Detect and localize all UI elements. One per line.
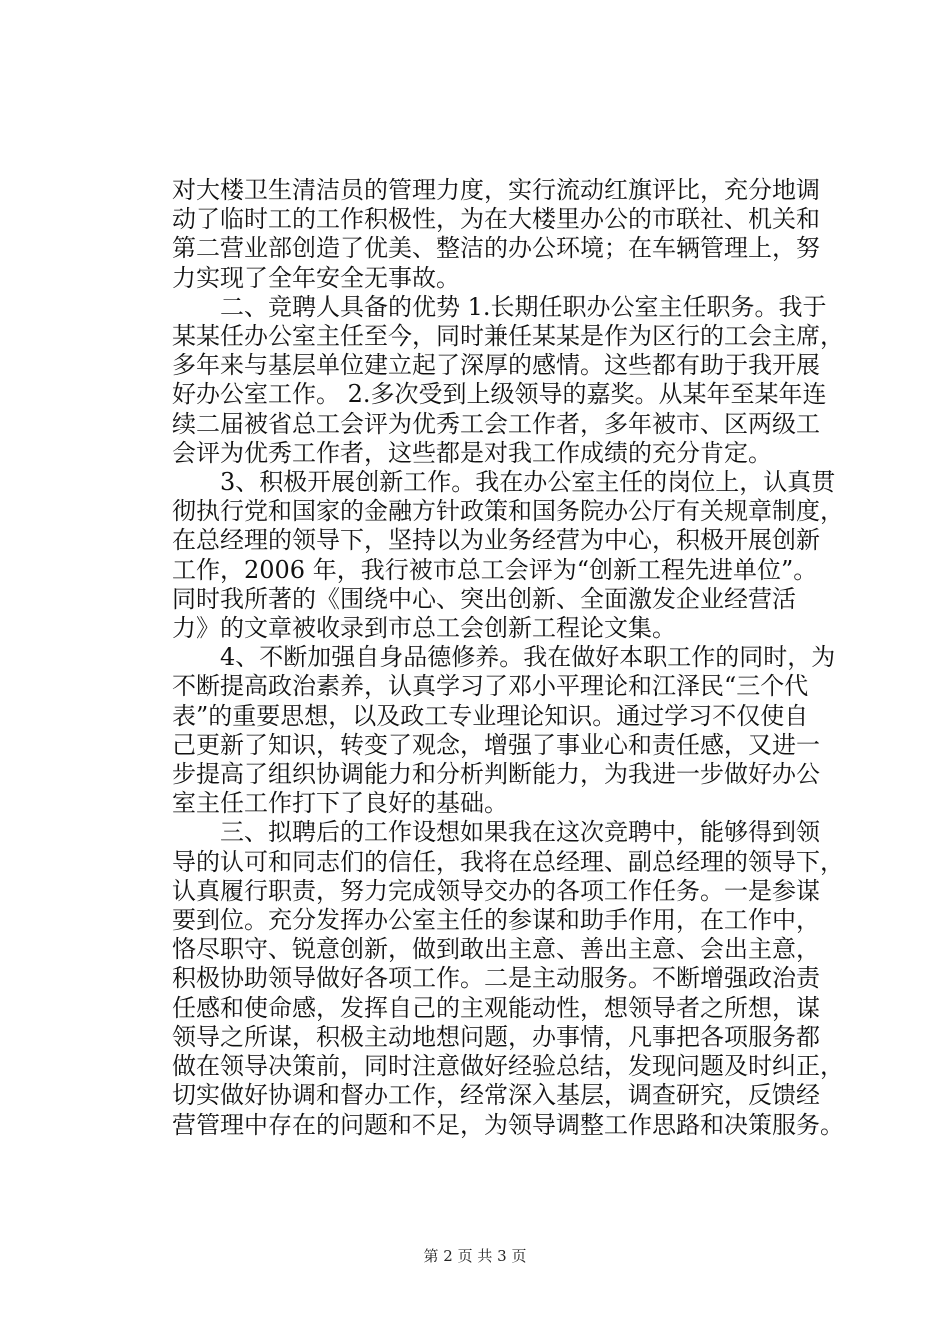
text-line: 表”的重要思想，以及政工专业理论知识。通过学习不仅使自	[172, 701, 809, 730]
document-body	[172, 176, 862, 1140]
text-line: 力实现了全年安全无事故。	[172, 263, 460, 292]
text-line: 步提高了组织协调能力和分析判断能力，为我进一步做好办公	[172, 760, 820, 789]
text-line: 对大楼卫生清洁员的管理力度，实行流动红旗评比，充分地调	[172, 176, 820, 204]
text-line: 多年来与基层单位建立起了深厚的感情。这些都有助于我开展	[172, 351, 820, 380]
text-line: 同时我所著的《围绕中心、突出创新、全面激发企业经营活	[172, 584, 796, 613]
text-line: 好办公室工作。 2.多次受到上级领导的嘉奖。从某年至某年连	[172, 380, 827, 409]
text-line: 任感和使命感，发挥自己的主观能动性，想领导者之所想，谋	[172, 993, 820, 1022]
text-line: 营管理中存在的问题和不足，为领导调整工作思路和决策服务。	[172, 1110, 844, 1139]
paragraph-lines	[172, 176, 862, 1140]
text-line: 恪尽职守、锐意创新，做到敢出主意、善出主意、会出主意，	[172, 935, 820, 964]
text-line: 第二营业部创造了优美、整洁的办公环境；在车辆管理上，努	[172, 234, 820, 263]
text-line: 室主任工作打下了良好的基础。	[172, 789, 508, 818]
text-line: 积极协助领导做好各项工作。二是主动服务。不断增强政治责	[172, 964, 820, 993]
text-line: 己更新了知识，转变了观念，增强了事业心和责任感，又进一	[172, 730, 820, 759]
text-line: 某某任办公室主任至今，同时兼任某某是作为区行的工会主席，	[172, 322, 844, 351]
text-line: 动了临时工的工作积极性，为在大楼里办公的市联社、机关和	[172, 205, 820, 234]
text-line: 切实做好协调和督办工作，经常深入基层，调查研究，反馈经	[172, 1081, 820, 1110]
text-line: 力》的文章被收录到市总工会创新工程论文集。	[172, 614, 676, 643]
text-line: 三、拟聘后的工作设想如果我在这次竞聘中，能够得到领	[172, 818, 820, 847]
text-line: 导的认可和同志们的信任，我将在总经理、副总经理的领导下，	[172, 847, 844, 876]
text-line: 续二届被省总工会评为优秀工会工作者，多年被市、区两级工	[172, 409, 820, 438]
text-line: 要到位。充分发挥办公室主任的参谋和助手作用，在工作中，	[172, 906, 820, 935]
text-line: 二、竞聘人具备的优势 1.长期任职办公室主任职务。我于	[172, 292, 827, 321]
text-line: 3、积极开展创新工作。我在办公室主任的岗位上，认真贯	[172, 468, 836, 497]
text-line: 做在领导决策前，同时注意做好经验总结，发现问题及时纠正，	[172, 1052, 844, 1081]
text-line: 在总经理的领导下，坚持以为业务经营为中心，积极开展创新	[172, 526, 820, 555]
text-line: 工作，2006 年，我行被市总工会评为“创新工程先进单位”。	[172, 555, 818, 584]
text-line: 4、不断加强自身品德修养。我在做好本职工作的同时，为	[172, 643, 836, 672]
text-line: 不断提高政治素养，认真学习了邓小平理论和江泽民“三个代	[172, 672, 809, 701]
text-line: 认真履行职责，努力完成领导交办的各项工作任务。一是参谋	[172, 876, 820, 905]
page-number-footer: 第 2 页 共 3 页	[423, 1247, 527, 1265]
text-line: 领导之所谋，积极主动地想问题，办事情，凡事把各项服务都	[172, 1022, 820, 1051]
text-line: 会评为优秀工作者，这些都是对我工作成绩的充分肯定。	[172, 438, 772, 467]
text-line: 彻执行党和国家的金融方针政策和国务院办公厅有关规章制度，	[172, 497, 844, 526]
